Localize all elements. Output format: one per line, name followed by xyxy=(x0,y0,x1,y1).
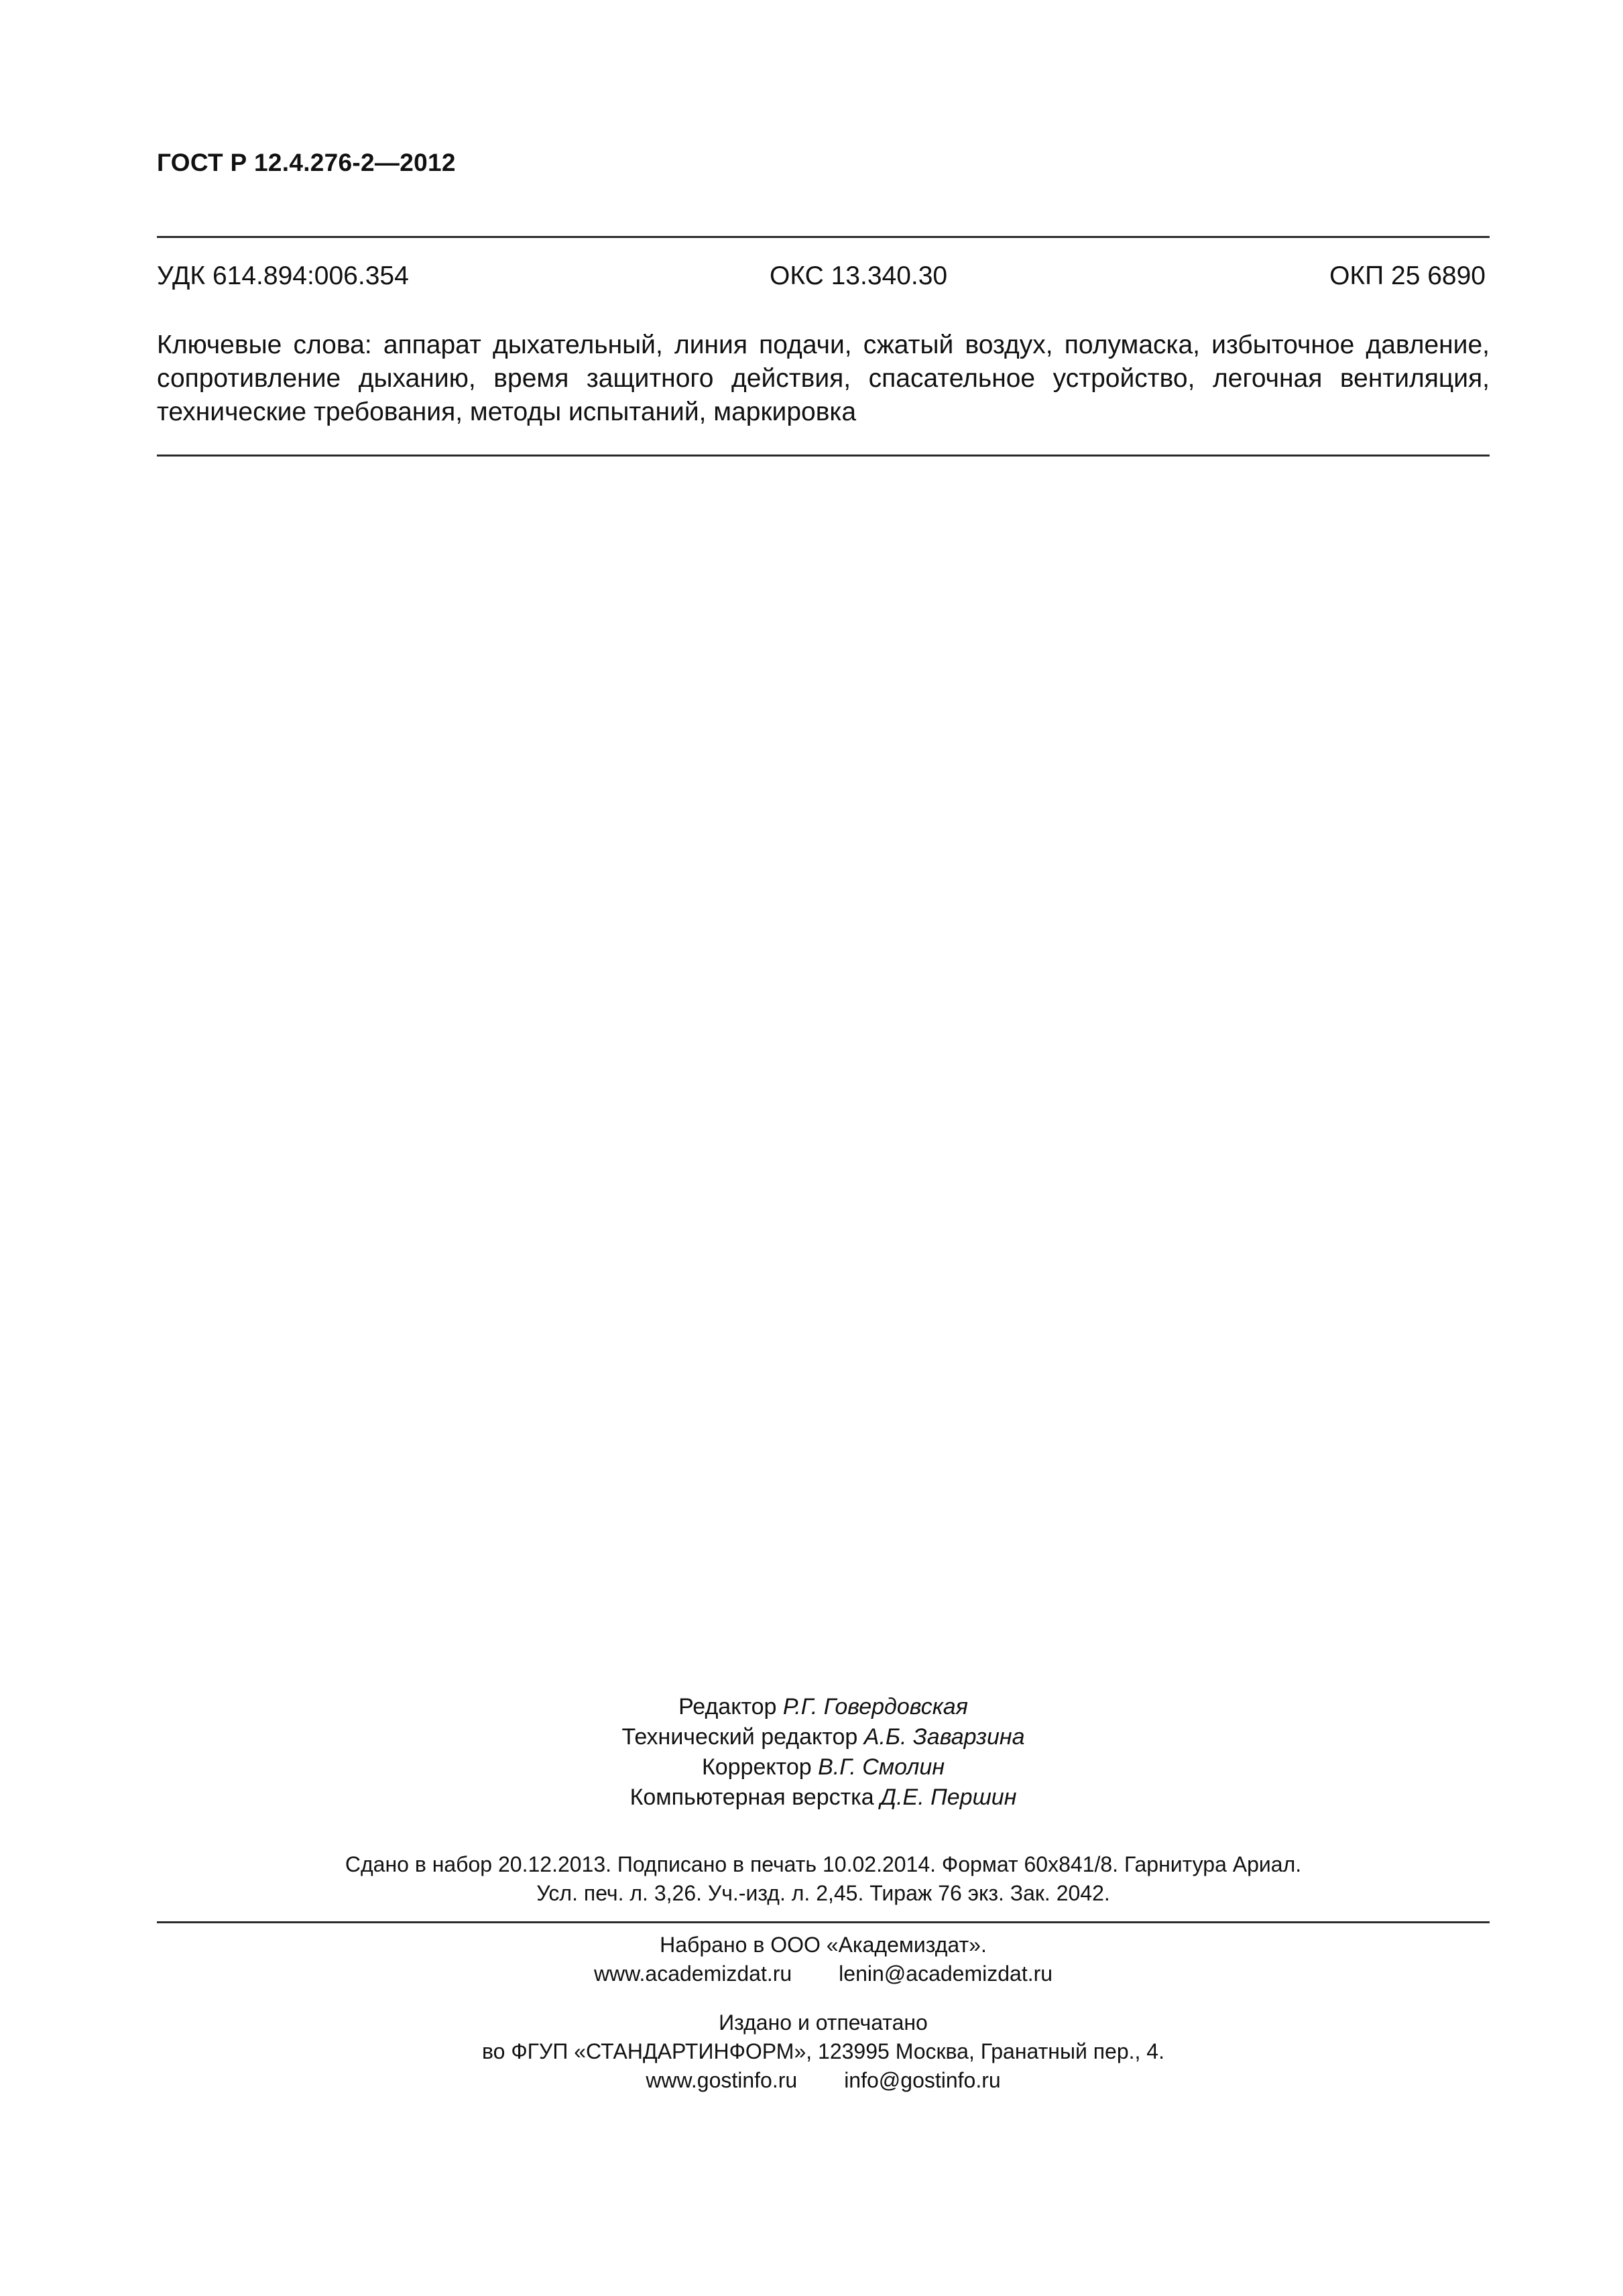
print-info-line: Усл. печ. л. 3,26. Уч.-изд. л. 2,45. Тираж 76 экз. Зак. 2042. xyxy=(536,1881,1110,1905)
typeset-contacts xyxy=(157,1959,1490,1988)
keywords-paragraph: Ключевые слова: аппарат дыхательный, линия подачи, сжатый воздух, полумаска, избыточное давление, сопротивление дыханию, время защитного действия, спасательное устройство, легочная вентиляция, технические требования, методы испытаний, маркировка xyxy=(157,330,1490,426)
credit-name: Р.Г. Говердовская xyxy=(782,1694,968,1719)
publisher-website-link[interactable]: www.gostinfo.ru xyxy=(646,2068,798,2092)
print-info-line: Сдано в набор 20.12.2013. Подписано в печать 10.02.2014. Формат 60х841/8. Гарнитура Ариал. xyxy=(345,1852,1302,1876)
credit-name: А.Б. Заварзина xyxy=(863,1724,1025,1750)
document-code: ГОСТ Р 12.4.276-2—2012 xyxy=(157,149,456,176)
typeset-block xyxy=(157,1931,1490,1988)
typeset-email-link[interactable]: lenin@academizdat.ru xyxy=(839,1961,1053,1986)
credit-layout xyxy=(157,1783,1490,1813)
udk-code: УДК 614.894:006.354 xyxy=(157,261,409,290)
classification-row xyxy=(157,261,1486,295)
credit-corrector xyxy=(157,1752,1490,1783)
publisher-block xyxy=(157,2008,1490,2095)
okp-code: ОКП 25 6890 xyxy=(1329,261,1486,290)
credits-block xyxy=(157,1692,1490,1813)
publisher-email-link[interactable]: info@gostinfo.ru xyxy=(844,2068,1001,2092)
credit-role: Корректор xyxy=(701,1754,812,1780)
publisher-line: Издано и отпечатано xyxy=(719,2010,928,2035)
typeset-website-link[interactable]: www.academizdat.ru xyxy=(593,1961,792,1986)
publisher-contacts xyxy=(157,2066,1490,2095)
oks-code: ОКС 13.340.30 xyxy=(770,261,948,290)
credit-name: В.Г. Смолин xyxy=(818,1754,945,1780)
typeset-line: Набрано в ООО «Академиздат». xyxy=(660,1933,987,1957)
imprint-divider xyxy=(157,1921,1490,1923)
credit-role: Редактор xyxy=(678,1694,777,1719)
credit-editor xyxy=(157,1692,1490,1722)
top-divider xyxy=(157,236,1490,238)
publisher-address: во ФГУП «СТАНДАРТИНФОРМ», 123995 Москва, Гранатный пер., 4. xyxy=(482,2039,1164,2063)
credit-name: Д.Е. Першин xyxy=(880,1785,1017,1810)
keywords-divider xyxy=(157,455,1490,457)
credit-role: Технический редактор xyxy=(621,1724,858,1750)
credit-role: Компьютерная верстка xyxy=(629,1785,874,1810)
credit-tech-editor xyxy=(157,1722,1490,1752)
print-info-block xyxy=(157,1850,1490,1908)
